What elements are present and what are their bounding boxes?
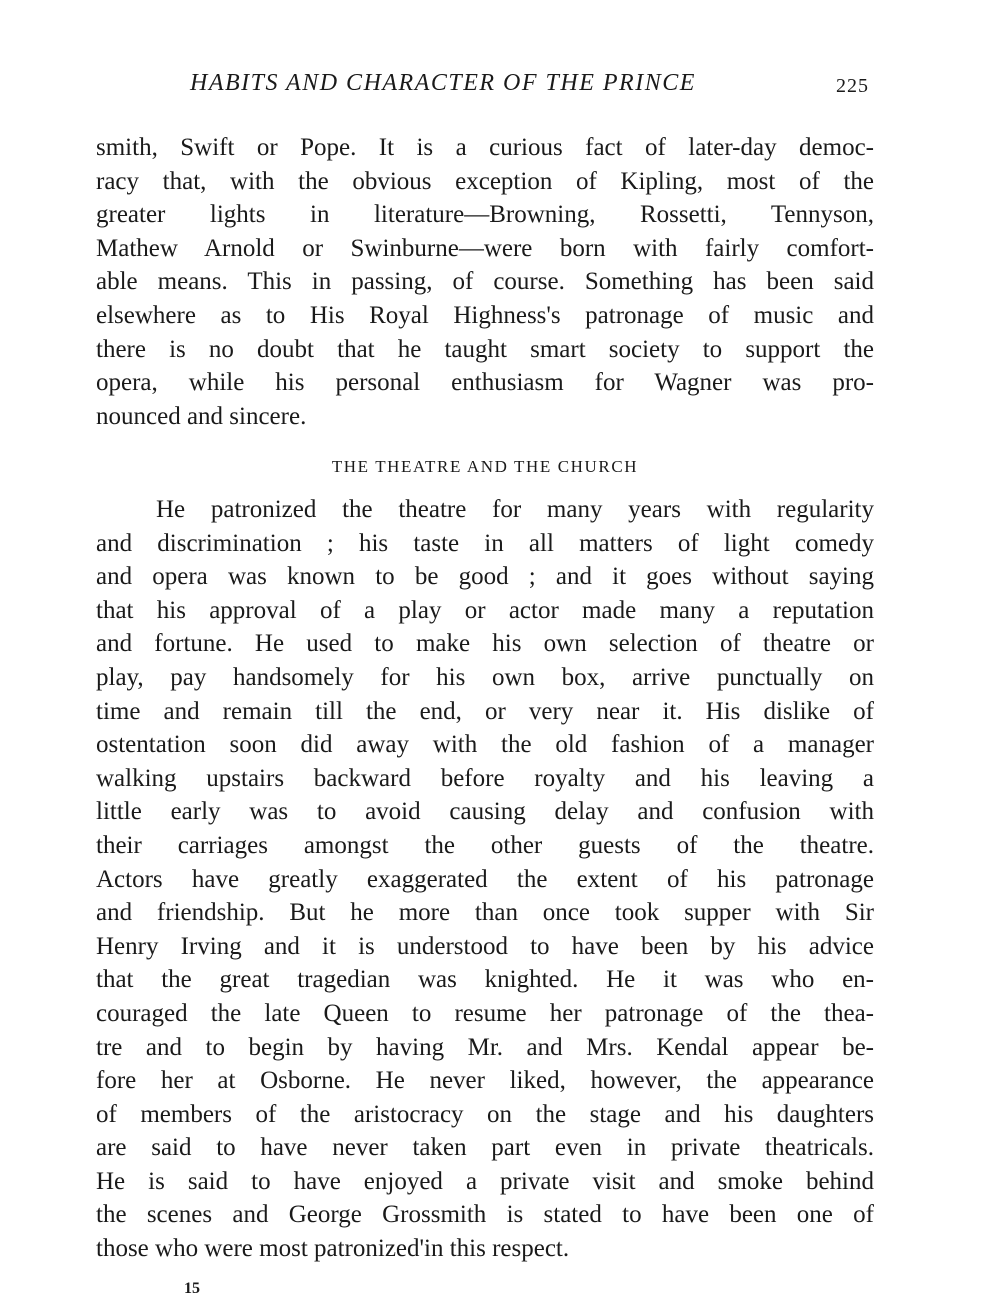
text-line: nounced and sincere. [96, 402, 307, 430]
text-line: ostentation soon did away with the old fashion of a manager [96, 731, 874, 759]
text-line: couraged the late Queen to resume her patronage of the thea- [96, 999, 874, 1027]
running-head-title: HABITS AND CHARACTER OF THE PRINCE [190, 70, 696, 96]
text-line: Actors have greatly exaggerated the extent of his patronage [96, 865, 874, 893]
paragraph-1 [96, 131, 874, 433]
text-line: the scenes and George Grossmith is stated to have been one of [96, 1201, 874, 1229]
text-line: tre and to begin by having Mr. and Mrs. Kendal appear be- [96, 1033, 874, 1061]
text-line: and opera was known to be good ; and it goes without saying [96, 563, 874, 591]
text-line: those who were most patronized'in this respect. [96, 1235, 570, 1263]
text-line: He is said to have enjoyed a private visit and smoke behind [96, 1167, 874, 1195]
text-line: are said to have never taken part even in private theatricals. [96, 1134, 874, 1162]
signature-mark: 15 [184, 1280, 200, 1297]
text-line: and friendship. But he more than once took supper with Sir [96, 899, 874, 927]
text-line: little early was to avoid causing delay and confusion with [96, 798, 874, 826]
text-line: greater lights in literature—Browning, Rossetti, Tennyson, [96, 201, 874, 229]
paragraph-2 [96, 493, 874, 1266]
text-line: that his approval of a play or actor made many a reputation [96, 596, 874, 624]
text-line: time and remain till the end, or very near it. His dislike of [96, 697, 874, 725]
text-line: opera, while his personal enthusiasm for Wagner was pro- [96, 369, 874, 397]
text-line: walking upstairs backward before royalty and his leaving a [96, 764, 874, 792]
text-line: Mathew Arnold or Swinburne—were born with fairly comfort- [96, 234, 874, 262]
text-line: play, pay handsomely for his own box, arrive punctually on [96, 663, 874, 691]
text-line: He patronized the theatre for many years with regularity [156, 496, 874, 523]
text-line: racy that, with the obvious exception of Kipling, most of the [96, 167, 874, 195]
text-line: fore her at Osborne. He never liked, however, the appearance [96, 1067, 874, 1095]
text-line: there is no doubt that he taught smart society to support the [96, 335, 874, 363]
text-line: smith, Swift or Pope. It is a curious fact of later-day democ- [96, 134, 874, 161]
text-line: and fortune. He used to make his own selection of theatre or [96, 630, 874, 658]
text-line: and discrimination ; his taste in all matters of light comedy [96, 529, 874, 557]
text-line: able means. This in passing, of course. Something has been said [96, 268, 874, 296]
text-line: Henry Irving and it is understood to have been by his advice [96, 932, 874, 960]
section-heading: THE THEATRE AND THE CHURCH [331, 457, 639, 476]
text-line: their carriages amongst the other guests of the theatre. [96, 831, 874, 859]
text-line: of members of the aristocracy on the stage and his daughters [96, 1100, 874, 1128]
text-line: that the great tragedian was knighted. He it was who en- [96, 966, 874, 994]
page-number: 225 [836, 75, 869, 97]
text-line: elsewhere as to His Royal Highness's patronage of music and [96, 301, 874, 329]
